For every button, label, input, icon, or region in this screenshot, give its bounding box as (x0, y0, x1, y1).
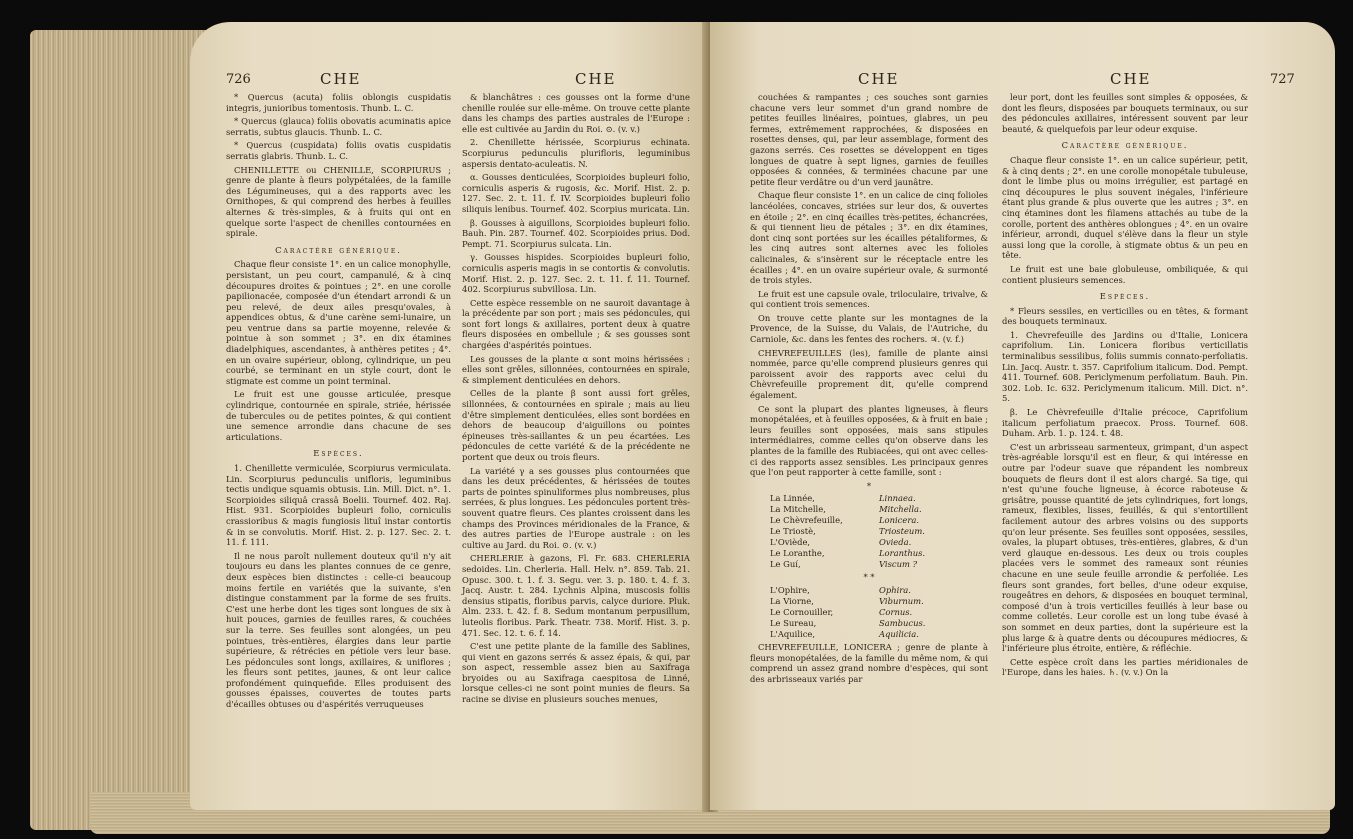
paragraph: On trouve cette plante sur les montagnes de la Provence, de la Suisse, du Valais, de l'Autriche, du Carniole, &c. dans les fentes des rochers. ♃. (v. f.) (750, 312, 988, 345)
genera-table (770, 585, 988, 640)
genus-latin-name: Viburnum. (879, 595, 924, 606)
right-page (710, 22, 1335, 810)
paragraph: * Quercus (cuspidata) foliis ovatis cuspidatis serratis glabris. Thunb. L. C. (226, 140, 451, 161)
genus-latin-name: Mitchella. (879, 504, 922, 515)
genus-french-name: Le Triostè, (770, 526, 816, 537)
page-number-right: 727 (1270, 72, 1295, 87)
page-number-left: 726 (226, 72, 251, 87)
paragraph: Caractère générique. (275, 244, 402, 255)
genus-latin-name: Aquilicia. (879, 628, 919, 639)
genus-french-name: La Mitchelle, (770, 504, 826, 515)
paragraph: Le fruit est une baie globuleuse, ombiliquée, & qui contient plusieurs semences. (1002, 263, 1248, 285)
paragraph: Il ne nous paroît nullement douteux qu'il n'y ait toujours eu dans les plantes connues de ce genre, deux espèces bien distinctes : celle-ci beaucoup moins fertile en variétés que la suivante, s'en distingue constamment par la forme de ses fruits. C'est une herbe dont les tiges sont longues de six à huit pouces, garnies de feuilles rares, & couchées sur la terre. Ses feuilles sont alongées, un peu pointues, très-entières, élargies dans leur partie supérieure, & rétrécies en pétiole vers leur base. Les pédoncules sont longs, axillaires, & uniflores ; les fleurs sont petites, jaunes, & ont leur calice profondément quinquefide. Elles produisent des gousses épaisses, couvertes de toutes parts d'écailles obtuses ou d'aspérités verruqueuses (226, 550, 451, 710)
paragraph: 1. Chevrefeuille des Jardins ou d'Italie, Lonicera caprifolium. Lin. Lonicera floribus verticillatis terminalibus sessilibus, foliis summis connato-perfoliatis. Lin. Jacq. Austr. t. 357. Caprifolium italicum. Dod. Pempt. 411. Tournef. 608. Periclymenum perfoliatum. Bauh. Pin. 302. Lob. Ic. 632. Periclymenum italicum. Mill. Dict. n°. 5. (1002, 329, 1248, 404)
paragraph: C'est une petite plante de la famille des Sablines, qui vient en gazons serrés & assez épais, & qui, par son aspect, ressemble assez bien au Saxifraga bryoides ou au Saxifraga caespitosa de Linné, lorsque celles-ci ne sont point munies de fleurs. Sa racine se divise en plusieurs souches menues, (462, 641, 690, 705)
left-page-column-2 (462, 92, 690, 708)
paragraph: Espèces. (313, 448, 364, 459)
running-header-left-col2: CHE (575, 70, 617, 88)
genus-latin-name: Viscum ? (879, 559, 918, 570)
right-page-column-1 (750, 92, 988, 687)
genus-french-name: Le Sureau, (770, 617, 817, 628)
paragraph: CHEVREFEUILLES (les), famille de plante ainsi nommée, parce qu'elle comprend plusieurs genres qui paroissent avoir des rapports avec celui du Chèvrefeuille proprement dit, qu'elle comprend également. (750, 347, 988, 401)
genus-french-name: L'Ophire, (770, 584, 810, 595)
genus-latin-name: Triosteum. (879, 526, 925, 537)
paragraph: Cette espèce croît dans les parties méridionales de l'Europe, dans les haies. ♄. (v. v.) On la (1002, 656, 1248, 678)
paragraph: Chaque fleur consiste 1°. en un calice monophylle, persistant, un peu court, campanulé, & à cinq découpures droites & pointues ; 2°. en une corolle papilionacée, composée d'un étendart arrondi & un peu relevé, de deux ailes presqu'ovales, à appendices obtus, & d'une carène semi-lunaire, un peu ventrue dans sa partie moyenne, relevée & pointue à son sommet ; 3°. en dix étamines diadelphiques, ascendantes, à anthères petites ; 4°. en un ovaire supérieur, oblong, cylindrique, un peu courbé, se terminant en un style court, dont le stigmate est comme un point terminal. (226, 259, 451, 386)
right-page-column-2 (1002, 92, 1248, 681)
paragraph: Cette espèce ressemble on ne sauroit davantage à la précédente par son port ; mais ses pédoncules, qui sont fort longs & axillaires, portent deux à quatre fleurs disposées en ombellule ; & ses gousses sont chargées d'aspérités pointues. (462, 297, 690, 351)
running-header-right-col1: CHE (858, 70, 900, 88)
genus-french-name: Le Cornouiller, (770, 606, 834, 617)
paragraph: Celles de la plante β sont aussi fort grêles, sillonnées, & contournées en spirale ; mais au lieu d'être simplement denticulées, elles sont bordées en dehors de beaucoup d'aiguillons ou pointes épineuses très-saillantes & un peu écartées. Les pédoncules de cette variété & de la précédente ne portent que deux ou trois fleurs. (462, 388, 690, 462)
genus-latin-name: Sambucus. (879, 617, 926, 628)
paragraph: Espèces. (1099, 291, 1151, 302)
genus-french-name: Le Loranthe, (770, 548, 825, 559)
paragraph: Ce sont la plupart des plantes ligneuses, à fleurs monopétalées, et à feuilles opposées, & à fruit en baie ; leurs feuilles sont opposées, mais sans stipules intermédiaires, comme celles qu'on observe dans les plantes de la famille des Rubiacées, qui ont avec celles-ci des rapports assez sensibles. Les principaux genres que l'on peut rapporter à cette famille, sont : (750, 403, 988, 478)
paragraph: * Quercus (acuta) foliis oblongis cuspidatis integris, junioribus tomentosis. Thunb. L. C. (226, 92, 451, 113)
asterism: * (866, 480, 872, 491)
genus-latin-name: Ovieda. (879, 537, 912, 548)
genus-latin-name: Cornus. (879, 606, 913, 617)
paragraph: γ. Gousses hispides. Scorpioides bupleuri folio, corniculis asperis magis in se contortis & convolutis. Morif. Hist. 2. p. 127. Sec. 2. t. 11. f. 11. Tournef. 402. Scorpiurus subvillosa. Lin. (462, 252, 690, 295)
paragraph: CHENILLETTE ou CHENILLE, SCORPIURUS ; genre de plante à fleurs polypétalées, de la famille des Légumineuses, qui a des rapports avec les Ornithopes, & qui comprend des herbes à feuilles alternes & très-simples, & à fruits qui ont en quelque sorte l'aspect de chenilles contournées en spirale. (226, 164, 451, 239)
genus-latin-name: Linnaea. (879, 493, 916, 504)
genera-table (770, 493, 988, 570)
paragraph: Les gousses de la plante α sont moins hérissées : elles sont grêles, sillonnées, contournées en spirale, & simplement denticulées en dehors. (462, 353, 690, 385)
asterism: * * (863, 572, 875, 583)
paragraph: La variété γ a ses gousses plus contournées que dans les deux précédentes, & hérissées de toutes parts de pointes spinuliformes plus nombreuses, plus serrées, & plus longues. Les pédoncules portent très-souvent quatre fleurs. Ces plantes croissent dans les champs des Provinces méridionales de la France, & des autres parties de l'Europe australe : on les cultive au Jard. du Roi. ⊙. (v. v.) (462, 465, 690, 550)
genus-french-name: La Viorne, (770, 595, 814, 606)
paragraph: couchées & rampantes ; ces souches sont garnies chacune vers leur sommet d'un grand nombre de petites feuilles linéaires, pointues, glabres, un peu fermes, extrêmement rapprochées, & disposées en rosettes denses, qui, par leur assemblage, forment des gazons serrés. Ces rosettes se développent en tiges longues de quatre à sept lignes, garnies de feuilles opposées & connées, & terminées chacune par une petite fleur verdâtre ou d'un verd jaunâtre. (750, 92, 988, 187)
paragraph: CHEVREFEUILLE, LONICERA ; genre de plante à fleurs monopétalées, de la famille du même nom, & qui comprend un assez grand nombre d'espèces, qui sont des arbrisseaux variés par (750, 641, 988, 684)
left-page-column-1 (226, 92, 451, 713)
paragraph: Chaque fleur consiste 1°. en un calice supérieur, petit, & à cinq dents ; 2°. en une corolle monopétale tubuleuse, dont le limbe plus ou moins irrégulier, est partagé en cinq découpures le plus souvent inégales, l'inférieure étant plus grande & plus ouverte que les autres ; 3°. en cinq étamines dont les filamens attachés au tube de la corolle, portent des anthères oblongues ; 4°. en un ovaire inférieur, arrondi, duquel s'élève dans la fleur un style aussi long que la corolle, à stigmate obtus & un peu en tête. (1002, 154, 1248, 261)
genus-latin-name: Loranthus. (879, 548, 926, 559)
genus-french-name: Le Chèvrefeuille, (770, 515, 843, 526)
running-header-right-col2: CHE (1110, 70, 1152, 88)
paragraph: leur port, dont les feuilles sont simples & opposées, & dont les fleurs, disposées par bouquets terminaux, ou sur des pédoncules axillaires, intéressent souvent par leur beauté, & quelquefois par leur odeur exquise. (1002, 92, 1248, 134)
paragraph: Chaque fleur consiste 1°. en un calice de cinq folioles lancéolées, concaves, striées sur leur dos, & ouvertes en étoile ; 2°. en cinq écailles très-petites, échancrées, & qui tiennent lieu de pétales ; 3°. en dix étamines, dont cinq sont portées sur les écailles pétaliformes, & les cinq autres sont alternes avec les folioles calicinales, & s'insèrent sur le réceptacle entre les écailles ; 4°. en un ovaire supérieur ovale, & surmonté de trois styles. (750, 190, 988, 286)
paragraph: 1. Chenillette vermiculée, Scorpiurus vermiculata. Lin. Scorpiurus pedunculis unifloris, leguminibus tectis undique squamis obtusis. Lin. Mill. Dict. n°. 1. Scorpioides siliquâ crassâ Boelii. Tournef. 402. Raj. Hist. 931. Scorpioides bupleuri folio, corniculis crassioribus & magis fungiosis lituî instar contortis & in se convolutis. Morif. Hist. 2. p. 127. Sec. 2. t. 11. f. 111. (226, 463, 451, 548)
paragraph: CHERLERIE à gazons, Fl. Fr. 683. CHERLERIA sedoides. Lin. Cherleria. Hall. Helv. n°. 859. Tab. 21. Opusc. 300. t. 1. f. 3. Segu. ver. 3. p. 180. t. 4. f. 3. Jacq. Austr. t. 284. Lychnis Alpina, muscosis foliis densius stipatis, floribus parvis, calyce duriore. Pluk. Alm. 233. t. 42. f. 8. Sedum montanum perpusillum, luteolis floribus. Park. Theatr. 738. Morif. Hist. 3. p. 471. Sec. 12. t. 6. f. 14. (462, 553, 690, 638)
paragraph: Le fruit est une gousse articulée, presque cylindrique, contournée en spirale, striée, hérissée de tubercules ou de petites pointes, & qui contient une semence arrondie dans chacune de ses articulations. (226, 389, 451, 442)
open-book (30, 22, 1335, 834)
left-page (190, 22, 710, 810)
genus-french-name: Le Guí, (770, 559, 801, 570)
paragraph: α. Gousses denticulées, Scorpioides bupleuri folio, corniculis asperis & rugosis, &c. Morif. Hist. 2. p. 127. Sec. 2. t. 11. f. IV. Scorpioides bupleuri folio siliquis lenibus. Tournef. 402. Scorpius muricata. Lin. (462, 172, 690, 214)
genus-latin-name: Ophira. (879, 584, 911, 595)
paragraph: * Quercus (glauca) foliis obovatis acuminatis apice serratis, subtus glaucis. Thunb. L. C. (226, 116, 451, 137)
genus-french-name: L'Aquilice, (770, 628, 816, 639)
paragraph: * Fleurs sessiles, en verticilles ou en têtes, & formant des bouquets terminaux. (1002, 305, 1248, 327)
genus-french-name: L'Oviède, (770, 537, 811, 548)
paragraph: Le fruit est une capsule ovale, triloculaire, trivalve, & qui contient trois semences. (750, 288, 988, 310)
paragraph: & blanchâtres : ces gousses ont la forme d'une chenille roulée sur elle-même. On trouve cette plante dans les champs des parties australes de l'Europe : elle est cultivée au Jardin du Roi. ⊙. (v. v.) (462, 92, 690, 134)
paragraph: Caractère générique. (1061, 140, 1189, 151)
genus-french-name: La Linnée, (770, 493, 815, 504)
genus-latin-name: Lonicera. (879, 515, 919, 526)
paragraph: β. Gousses à aiguillons, Scorpioides bupleuri folio. Bauh. Pin. 287. Tournef. 402. Scorpioides prius. Dod. Pempt. 71. Scorpiurus sulcata. Lin. (462, 217, 690, 249)
paragraph: C'est un arbrisseau sarmenteux, grimpant, d'un aspect très-agréable lorsqu'il est en fleur, & qui intéresse en outre par l'odeur suave que répandent les nombreux bouquets de fleurs dont il est alors chargé. Sa tige, qui n'est qu'une fouche ligneuse, à écorce raboteuse & grisâtre, pousse quantité de jets cylindriques, fort longs, rameux, flexibles, lisses, feuillés, & qui s'entortillent facilement autour des arbres voisins ou des supports qu'on leur présente. Ses feuilles sont opposées, sessiles, ovales, la plupart obtuses, très-entières, glabres, & d'un verd glauque en-dessous. Les deux ou trois couples placées vers le sommet des rameaux sont réunies chacune en une seule feuille arrondie & perfoliée. Les fleurs sont grandes, fort belles, d'une odeur exquise, rougeâtres en dehors, & disposées en bouquet terminal, composé d'un à trois verticilles feuillés à leur base ou comme colletés. Leur corolle est un long tube évasé à son sommet en deux parties, dont la supérieure est la plus large & à quatre dents ou découpures médiocres, & l'inférieure plus étroite, entière, & réfléchie. (1002, 441, 1248, 654)
paragraph: 2. Chenillette hérissée, Scorpiurus echinata. Scorpiurus pedunculis plurifloris, leguminibus aspersis dentato-aculeatis. N. (462, 137, 690, 169)
paragraph: β. Le Chèvrefeuille d'Italie précoce, Caprifolium italicum perfoliatum praecox. Pross. Tournef. 608. Duham. Arb. 1. p. 124. t. 48. (1002, 407, 1248, 439)
running-header-left-col1: CHE (320, 70, 362, 88)
